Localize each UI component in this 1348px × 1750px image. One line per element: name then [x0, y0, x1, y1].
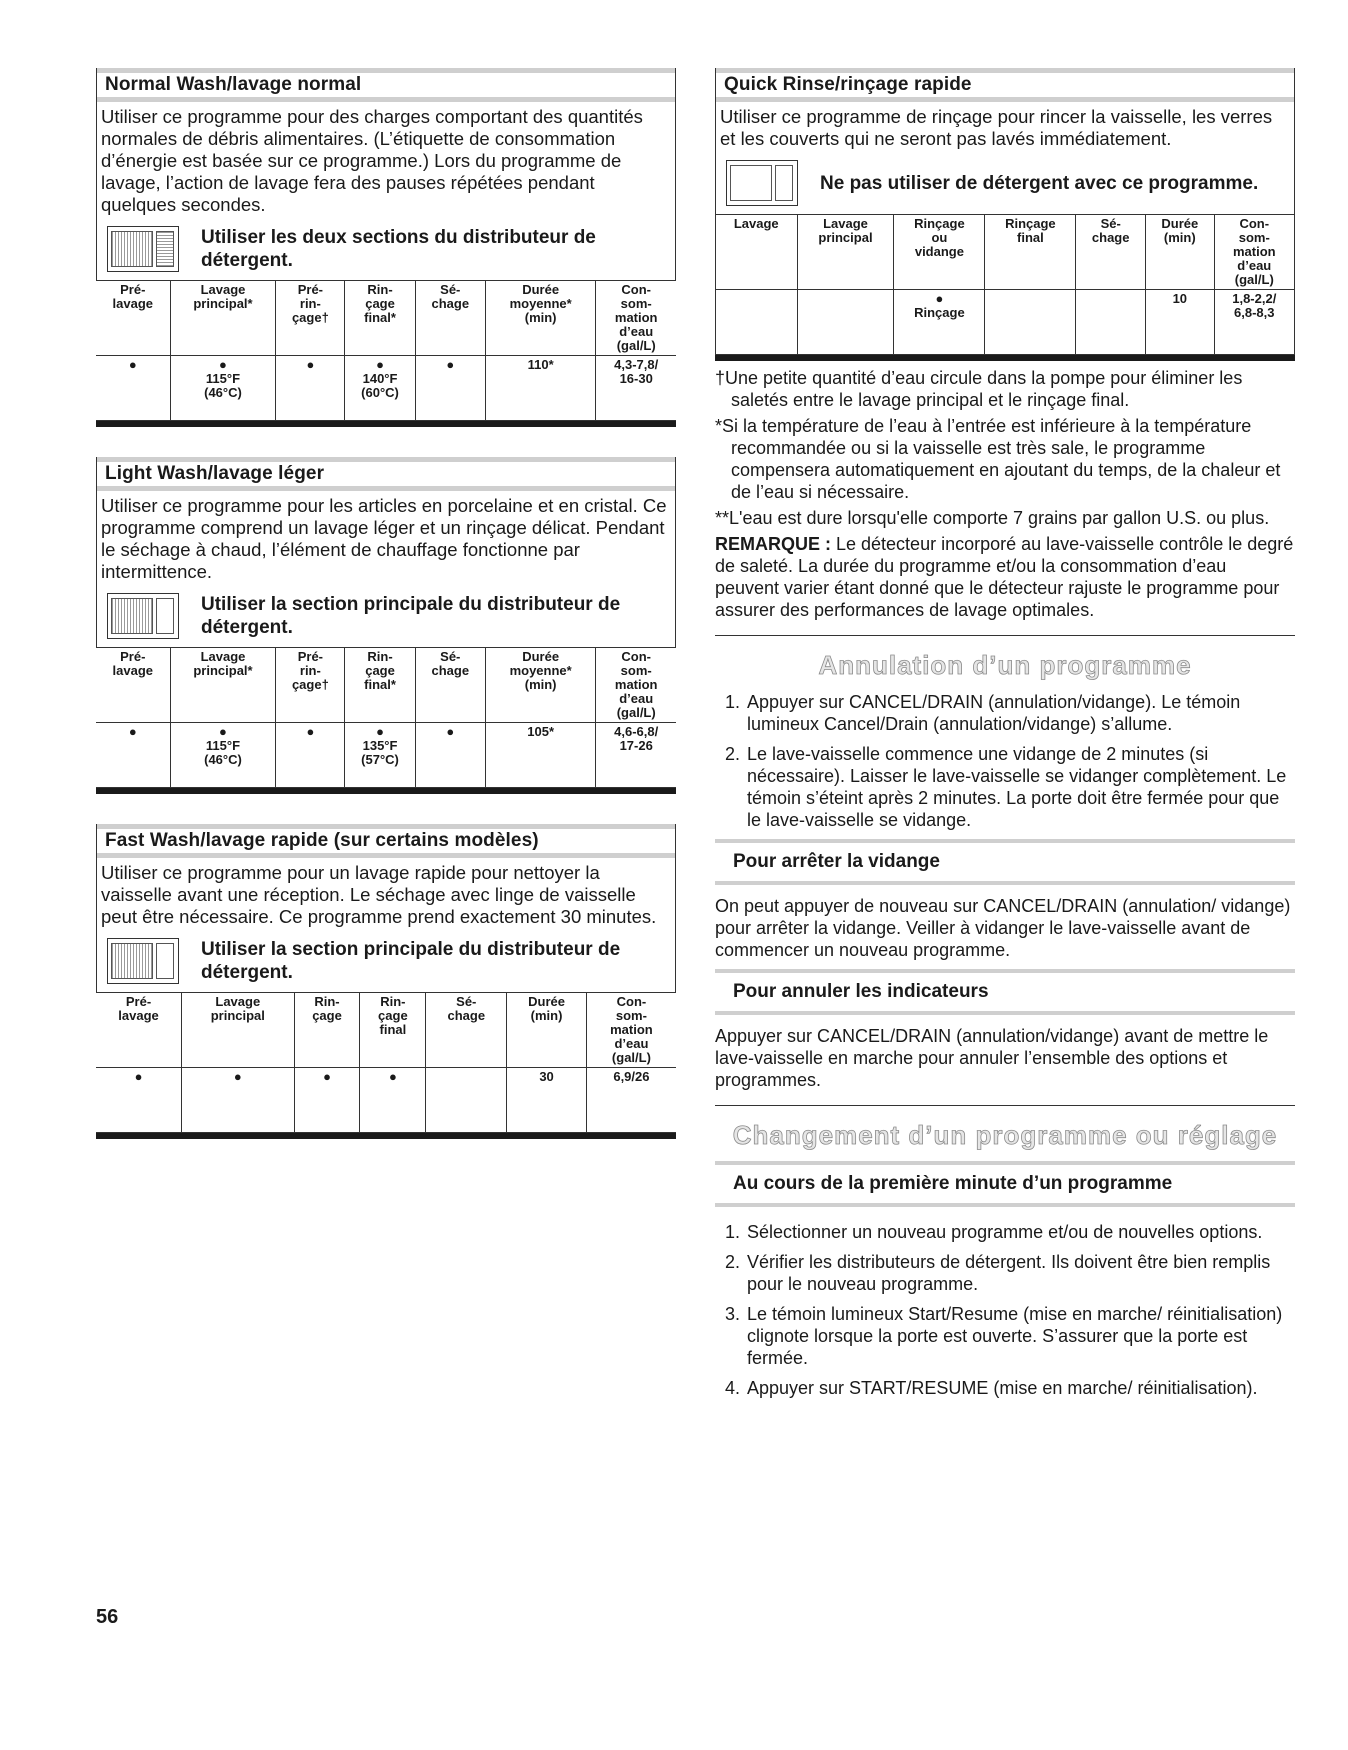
column-header: Lavage principal* — [170, 281, 276, 356]
table-cell: ● — [276, 723, 345, 788]
table-header-row — [96, 993, 676, 1068]
table-cell: ● 115°F (46°C) — [170, 723, 276, 788]
detergent-text: Utiliser la section principale du distributeur de détergent. — [201, 594, 621, 638]
column-header: Rin- çage — [294, 993, 360, 1068]
table-cell: ● — [360, 1068, 426, 1133]
stop-drain-text: On peut appuyer de nouveau sur CANCEL/DRAIN (annulation/ vidange) pour arrêter la vidange. Veiller à vidanger le lave-vaisselle avant de commencer un nouveau programme. — [715, 896, 1291, 960]
list-item: 3. Le témoin lumineux Start/Resume (mise en marche/ réinitialisation) clignote lorsque la porte est ouverte. S’assurer que la porte est fermée. — [745, 1303, 1295, 1369]
table-row — [96, 356, 676, 421]
subsection-title-stop-drain: Pour arrêter la vidange — [715, 839, 1295, 885]
column-header: Pré- lavage — [96, 993, 182, 1068]
table-row — [716, 290, 1295, 355]
remarque-label: REMARQUE : — [715, 534, 831, 554]
table-cell: ● 135°F (57°C) — [345, 723, 415, 788]
table-header-row — [716, 215, 1295, 290]
section-title-change: Changement d’un programme ou réglage — [732, 1120, 1278, 1150]
detergent-instruction — [97, 934, 675, 992]
column-header: Rinçage ou vidange — [894, 215, 985, 290]
footnote-double-star: **L'eau est dure lorsqu'elle comporte 7 grains par gallon U.S. ou plus. — [715, 508, 1270, 528]
column-header: Durée (min) — [1146, 215, 1215, 290]
section-title-cancel: Annulation d’un programme — [818, 650, 1192, 680]
detergent-instruction — [97, 589, 675, 647]
left-column — [96, 68, 676, 1139]
column-header: Durée moyenne* (min) — [485, 281, 596, 356]
program-description: Utiliser ce programme de rinçage pour rincer la vaisselle, les verres et les couverts qui ne seront pas lavés immédiatement. — [720, 106, 1273, 149]
footnote-dagger: †Une petite quantité d’eau circule dans la pompe pour éliminer les saletés entre le lavage principal et le rinçage final. — [715, 368, 1243, 410]
program-description: Utiliser ce programme pour un lavage rapide pour nettoyer la vaisselle avant une réception. Le séchage avec linge de vaisselle peut être nécessaire. Ce programme prend exactement 30 minutes. — [101, 862, 657, 927]
divider — [715, 635, 1295, 636]
column-header: Rin- çage final* — [345, 648, 415, 723]
column-header: Sé- chage — [415, 648, 485, 723]
table-cell — [426, 1068, 507, 1133]
detergent-instruction — [716, 156, 1294, 214]
table-cell — [1076, 290, 1146, 355]
program-description: Utiliser ce programme pour les articles en porcelaine et en cristal. Ce programme comprend un lavage léger et un rinçage délicat. Pendant le séchage à chaud, l’élément de chauffage fonctionne par intermittence. — [101, 495, 667, 582]
table-cell: 30 — [507, 1068, 587, 1133]
table-cell: ● — [182, 1068, 295, 1133]
column-header: Pré- rin- çage† — [276, 648, 345, 723]
first-minute-steps — [715, 1221, 1295, 1399]
column-header: Sé- chage — [426, 993, 507, 1068]
program-title: Fast Wash/lavage rapide (sur certains modèles) — [97, 824, 675, 858]
table-cell: ● 115°F (46°C) — [170, 356, 276, 421]
table-cell: 4,3-7,8/ 16-30 — [596, 356, 676, 421]
cycle-table-normal — [96, 280, 676, 427]
program-title: Normal Wash/lavage normal — [97, 68, 675, 102]
column-header: Sé- chage — [1076, 215, 1146, 290]
table-cell: ● — [276, 356, 345, 421]
footnote-star: *Si la température de l’eau à l’entrée est inférieure à la température recommandée ou si la vaisselle est très sale, le programme compensera automatiquement en ajoutant du temps, de la chaleur et de l’eau si nécessaire. — [715, 416, 1281, 502]
program-title: Quick Rinse/rinçage rapide — [716, 68, 1294, 102]
program-fast-wash — [96, 824, 676, 992]
table-cell: ● — [415, 723, 485, 788]
list-item: 1. Sélectionner un nouveau programme et/ou de nouvelles options. — [745, 1221, 1295, 1243]
table-cell: 10 — [1146, 290, 1215, 355]
column-header: Con- som- mation d’eau (gal/L) — [1214, 215, 1294, 290]
cancel-steps — [715, 691, 1295, 831]
program-description: Utiliser ce programme pour des charges comportant des quantités normales de débris alimentaires. (L’étiquette de consommation d’énergie est basée sur ce programme.) Lors du programme de lavage, l’action de lavage fera des pauses répétées pendant quelques secondes. — [101, 106, 643, 215]
cancel-indicators-text: Appuyer sur CANCEL/DRAIN (annulation/vidange) avant de mettre le lave-vaisselle en marche pour annuler l’ensemble des options et programmes. — [715, 1026, 1269, 1090]
detergent-text: Utiliser les deux sections du distributeur de détergent. — [201, 227, 596, 271]
detergent-dispenser-both-icon — [107, 226, 179, 272]
column-header: Con- som- mation d’eau (gal/L) — [586, 993, 676, 1068]
table-cell — [797, 290, 894, 355]
column-header: Lavage principal* — [170, 648, 276, 723]
column-header: Rin- çage final* — [345, 281, 415, 356]
table-cell: ● — [96, 723, 170, 788]
detergent-text: Utiliser la section principale du distributeur de détergent. — [201, 939, 621, 983]
cycle-table-light — [96, 647, 676, 794]
table-cell: ● — [294, 1068, 360, 1133]
table-header-row — [96, 281, 676, 356]
cycle-table-fast — [96, 992, 676, 1139]
program-quick-rinse — [715, 68, 1295, 214]
table-cell: 110* — [485, 356, 596, 421]
table-cell: 1,8-2,2/ 6,8-8,3 — [1214, 290, 1294, 355]
column-header: Lavage principal — [797, 215, 894, 290]
divider — [715, 1105, 1295, 1106]
detergent-dispenser-empty-icon — [726, 160, 798, 206]
subsection-title-first-minute: Au cours de la première minute d’un programme — [715, 1161, 1295, 1207]
list-item: 2. Le lave-vaisselle commence une vidange de 2 minutes (si nécessaire). Laisser le lave-vaisselle se vidanger complètement. Le témoin s’éteint après 2 minutes. La porte doit être fermée pour que le lave-vaisselle se vidange. — [745, 743, 1295, 831]
footnotes — [715, 367, 1295, 621]
column-header: Pré- rin- çage† — [276, 281, 345, 356]
table-row — [96, 723, 676, 788]
table-cell: ● 140°F (60°C) — [345, 356, 415, 421]
table-cell: 105* — [485, 723, 596, 788]
list-item: 4. Appuyer sur START/RESUME (mise en marche/ réinitialisation). — [745, 1377, 1295, 1399]
column-header: Pré- lavage — [96, 281, 170, 356]
program-light-wash — [96, 457, 676, 647]
detergent-dispenser-main-icon — [107, 938, 179, 984]
table-row — [96, 1068, 676, 1133]
table-cell: ● — [96, 1068, 182, 1133]
program-title: Light Wash/lavage léger — [97, 457, 675, 491]
column-header: Rinçage final — [985, 215, 1076, 290]
column-header: Durée moyenne* (min) — [485, 648, 596, 723]
list-item: 1. Appuyer sur CANCEL/DRAIN (annulation/vidange). Le témoin lumineux Cancel/Drain (annulation/vidange) s’allume. — [745, 691, 1295, 735]
column-header: Durée (min) — [507, 993, 587, 1068]
detergent-instruction — [97, 222, 675, 280]
column-header: Rin- çage final — [360, 993, 426, 1068]
subsection-title-cancel-indicators: Pour annuler les indicateurs — [715, 969, 1295, 1015]
table-cell — [716, 290, 798, 355]
remarque-text: Le détecteur incorporé au lave-vaisselle contrôle le degré de saleté. La durée du programme et/ou la consommation d’eau peuvent varier étant donné que le détecteur rajuste le programme pour assurer des performances de lavage optimales. — [715, 534, 1294, 620]
column-header: Sé- chage — [415, 281, 485, 356]
list-item: 2. Vérifier les distributeurs de détergent. Ils doivent être bien remplis pour le nouveau programme. — [745, 1251, 1295, 1295]
column-header: Lavage principal — [182, 993, 295, 1068]
table-cell — [985, 290, 1076, 355]
column-header: Lavage — [716, 215, 798, 290]
table-cell: 6,9/26 — [586, 1068, 676, 1133]
column-header: Pré- lavage — [96, 648, 170, 723]
page-number: 56 — [96, 1606, 119, 1628]
cycle-table-quick-rinse — [715, 214, 1295, 361]
column-header: Con- som- mation d’eau (gal/L) — [596, 648, 676, 723]
program-normal-wash — [96, 68, 676, 280]
table-cell: ● — [96, 356, 170, 421]
table-cell: 4,6-6,8/ 17-26 — [596, 723, 676, 788]
right-column — [715, 68, 1295, 1407]
detergent-dispenser-main-icon — [107, 593, 179, 639]
remarque — [715, 533, 1295, 621]
table-header-row — [96, 648, 676, 723]
column-header: Con- som- mation d’eau (gal/L) — [596, 281, 676, 356]
table-cell: ● Rinçage — [894, 290, 985, 355]
table-cell: ● — [415, 356, 485, 421]
detergent-text: Ne pas utiliser de détergent avec ce programme. — [820, 172, 1259, 194]
